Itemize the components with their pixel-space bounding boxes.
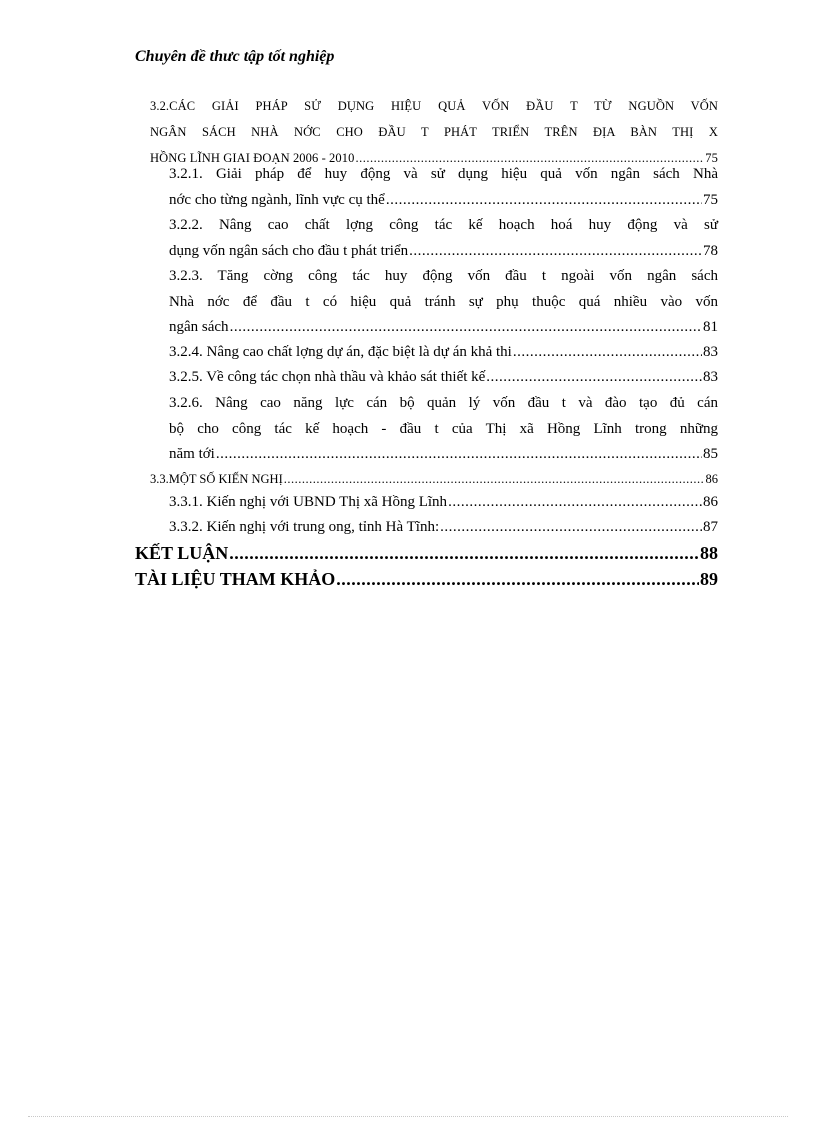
page-number: 83: [703, 344, 718, 360]
toc-section-3-2[interactable]: [150, 93, 718, 171]
toc-item-3-2-5[interactable]: [169, 365, 718, 391]
page-number: 89: [700, 569, 718, 589]
page-number: 75: [703, 191, 718, 208]
dot-leader: [386, 188, 702, 214]
toc-tai-lieu-tham-khao[interactable]: [135, 567, 718, 592]
toc-line-last: [169, 490, 718, 516]
dot-leader: [409, 239, 702, 265]
toc-section-3-3[interactable]: [150, 467, 718, 492]
toc-line-last: [169, 515, 718, 541]
page-number: 83: [703, 369, 718, 385]
toc-line-text: 3.3.1. Kiến nghị với UBND Thị xã Hồng Lĩnh: [169, 494, 448, 510]
page-number: 81: [703, 319, 718, 335]
toc-line-last: [135, 567, 718, 592]
page-number: 75: [705, 151, 718, 165]
toc-line-text: HỒNG LĨNH GIAI ĐOẠN 2006 - 2010: [150, 151, 355, 165]
toc-line: bộ cho công tác kế hoạch - đầu t của Thị xã Hồng Lĩnh trong những: [169, 420, 718, 437]
toc-line-last: [169, 188, 718, 214]
toc-line-text: TÀI LIỆU THAM KHẢO: [135, 569, 336, 589]
dot-leader: [216, 442, 702, 468]
toc-line-text: 3.2.5. Về công tác chọn nhà thầu và khảo sát thiết kế: [169, 369, 486, 385]
toc-item-3-2-6[interactable]: [169, 391, 718, 468]
toc-item-3-2-4[interactable]: [169, 340, 718, 366]
toc-line-last: [169, 365, 718, 391]
dot-leader: [230, 315, 702, 341]
toc-line-text: 3.3.MỘT SỐ KIẾN NGHỊ: [150, 472, 283, 486]
toc-line: NGÂN SÁCH NHÀ NỚC CHO ĐẦU T PHÁT TRIỂN TRÊN ĐỊA BÀN THỊ X: [150, 125, 718, 139]
toc-line-last: [135, 541, 718, 566]
toc-ket-luan[interactable]: [135, 541, 718, 566]
toc-item-3-3-2[interactable]: [169, 515, 718, 541]
toc-line-last: [169, 315, 718, 341]
toc-item-3-2-3[interactable]: [169, 264, 718, 341]
dot-leader: [448, 490, 702, 516]
toc-line-last: [169, 442, 718, 468]
toc-line-text: 3.3.2. Kiến nghị với trung ong, tỉnh Hà Tĩnh:: [169, 519, 440, 535]
toc-line-last: [150, 467, 718, 492]
page-bottom-border: [28, 1116, 788, 1117]
toc-line-text: năm tới: [169, 446, 215, 462]
dot-leader: [284, 467, 705, 492]
toc-line: 3.2.CÁC GIẢI PHÁP SỬ DỤNG HIỆU QUẢ VỐN ĐẦU T TỪ NGUỒN VỐN: [150, 99, 718, 113]
dot-leader: [513, 340, 702, 366]
page-number: 88: [700, 543, 718, 563]
dot-leader: [336, 567, 699, 592]
toc-line: 3.2.2. Nâng cao chất lợng công tác kế hoạch hoá huy động và sử: [169, 217, 718, 233]
toc-item-3-3-1[interactable]: [169, 490, 718, 516]
page-number: 87: [703, 519, 718, 535]
toc-line-last: [169, 340, 718, 366]
toc-line: 3.2.6. Nâng cao năng lực cán bộ quản lý vốn đầu t và đào tạo đủ cán: [169, 395, 718, 411]
dot-leader: [486, 365, 702, 391]
page-number: 85: [703, 446, 718, 462]
toc-item-3-2-2[interactable]: [169, 213, 718, 264]
toc-line-text: nớc cho từng ngành, lĩnh vực cụ thể: [169, 191, 385, 208]
toc-line-text: ngân sách: [169, 319, 229, 335]
toc-line: 3.2.3. Tăng cờng công tác huy động vốn đầu t ngoài vốn ngân sách: [169, 268, 718, 284]
dot-leader: [440, 515, 702, 541]
toc-line-last: [169, 239, 718, 265]
document-header: Chuyên đề thưc tập tốt nghiệp: [135, 48, 335, 65]
page-number: 86: [705, 472, 718, 486]
dot-leader: [229, 541, 699, 566]
toc-line: Nhà nớc để đầu t có hiệu quả tránh sự phụ thuộc quá nhiều vào vốn: [169, 293, 718, 310]
page-number: 86: [703, 494, 718, 510]
toc-line-text: KẾT LUẬN: [135, 543, 229, 563]
page-number: 78: [703, 242, 718, 259]
toc-line-text: 3.2.4. Nâng cao chất lợng dự án, đặc biệt là dự án khả thi: [169, 344, 512, 360]
toc-line: 3.2.1. Giải pháp để huy động và sử dụng hiệu quả vốn ngân sách Nhà: [169, 166, 718, 182]
toc-item-3-2-1[interactable]: [169, 162, 718, 213]
toc-line-text: dụng vốn ngân sách cho đầu t phát triển: [169, 242, 409, 259]
